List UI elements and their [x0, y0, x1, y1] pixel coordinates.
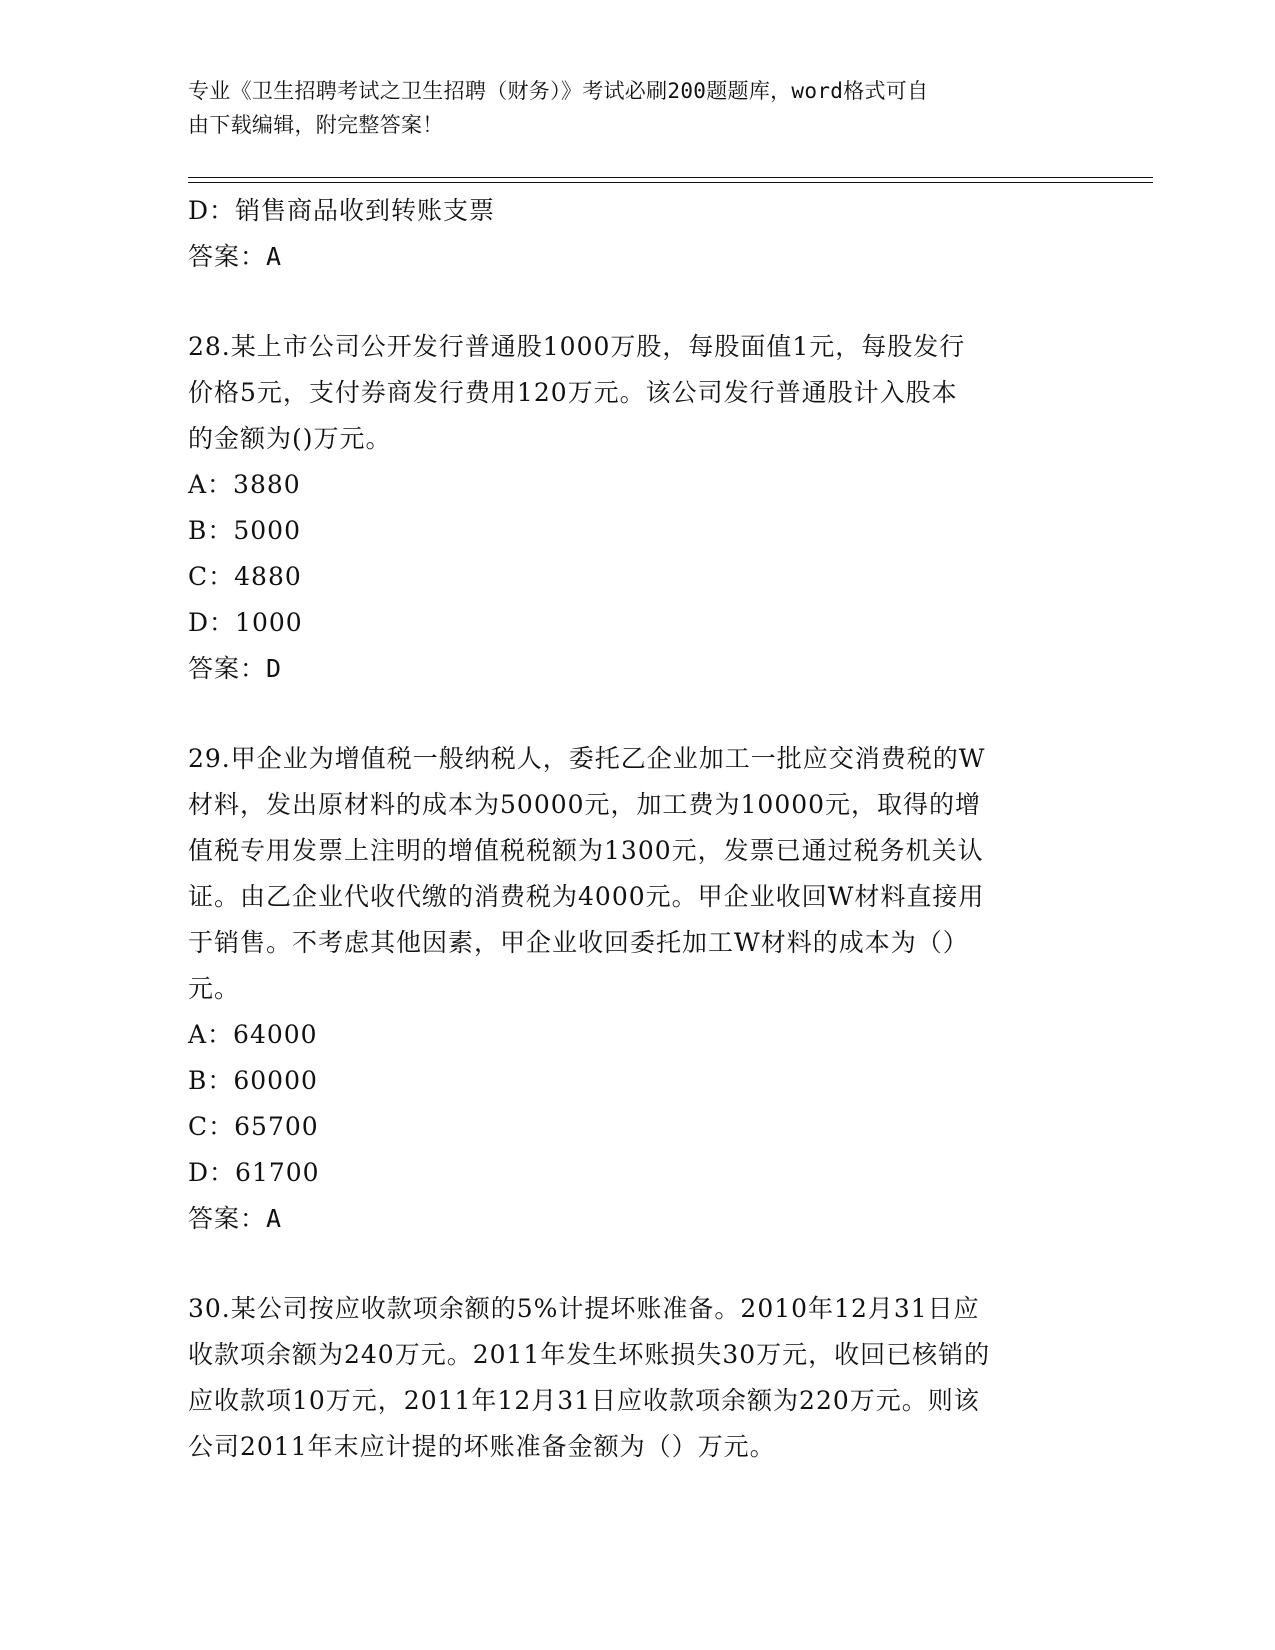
document-header	[188, 74, 1068, 142]
option-d: D：1000	[188, 608, 303, 637]
answer-line: 答案：A	[188, 242, 283, 271]
option-c: C：65700	[188, 1112, 319, 1141]
question-content	[188, 188, 1088, 1470]
stem-line: 值税专用发票上注明的增值税税额为1300元，发票已通过税务机关认	[188, 836, 984, 865]
spacer	[188, 1242, 1088, 1286]
header-divider-bottom	[188, 182, 1153, 183]
stem-line: 28.某上市公司公开发行普通股1000万股，每股面值1元，每股发行	[188, 332, 966, 361]
stem-line: 材料，发出原材料的成本为50000元，加工费为10000元，取得的增	[188, 790, 982, 819]
question-30	[188, 1286, 1088, 1470]
spacer	[188, 692, 1088, 736]
question-stem	[188, 736, 1088, 1012]
stem-line: 公司2011年末应计提的坏账准备金额为（）万元。	[188, 1432, 776, 1461]
stem-line: 收款项余额为240万元。2011年发生坏账损失30万元，收回已核销的	[188, 1340, 991, 1369]
stem-line: 于销售。不考虑其他因素，甲企业收回委托加工W材料的成本为（）	[188, 928, 969, 957]
option-b: B：5000	[188, 516, 301, 545]
stem-line: 证。由乙企业代收代缴的消费税为4000元。甲企业收回W材料直接用	[188, 882, 985, 911]
option-a: A：3880	[188, 470, 301, 499]
question-28	[188, 324, 1088, 692]
question-29	[188, 736, 1088, 1242]
stem-line: 的金额为()万元。	[188, 424, 392, 453]
stem-line: 价格5元，支付券商发行费用120万元。该公司发行普通股计入股本	[188, 378, 958, 407]
stem-line: 30.某公司按应收款项余额的5%计提坏账准备。2010年12月31日应	[188, 1294, 980, 1323]
question-stem	[188, 324, 1088, 462]
option-b: B：60000	[188, 1066, 318, 1095]
spacer	[188, 280, 1088, 324]
stem-line: 元。	[188, 974, 241, 1003]
question-stem	[188, 1286, 1088, 1470]
previous-question-tail	[188, 188, 1088, 280]
header-divider-top	[188, 177, 1153, 178]
header-line-1: 专业《卫生招聘考试之卫生招聘（财务）》考试必刷200题题库，word格式可自	[188, 79, 929, 103]
option-c: C：4880	[188, 562, 302, 591]
answer-line: 答案：A	[188, 1204, 283, 1233]
header-line-2: 由下载编辑，附完整答案！	[188, 113, 444, 137]
answer-line: 答案：D	[188, 654, 283, 683]
option-a: A：64000	[188, 1020, 318, 1049]
stem-line: 应收款项10万元，2011年12月31日应收款项余额为220万元。则该	[188, 1386, 980, 1415]
option-d: D：61700	[188, 1158, 320, 1187]
option-d: D：销售商品收到转账支票	[188, 196, 496, 225]
stem-line: 29.甲企业为增值税一般纳税人，委托乙企业加工一批应交消费税的W	[188, 744, 986, 773]
